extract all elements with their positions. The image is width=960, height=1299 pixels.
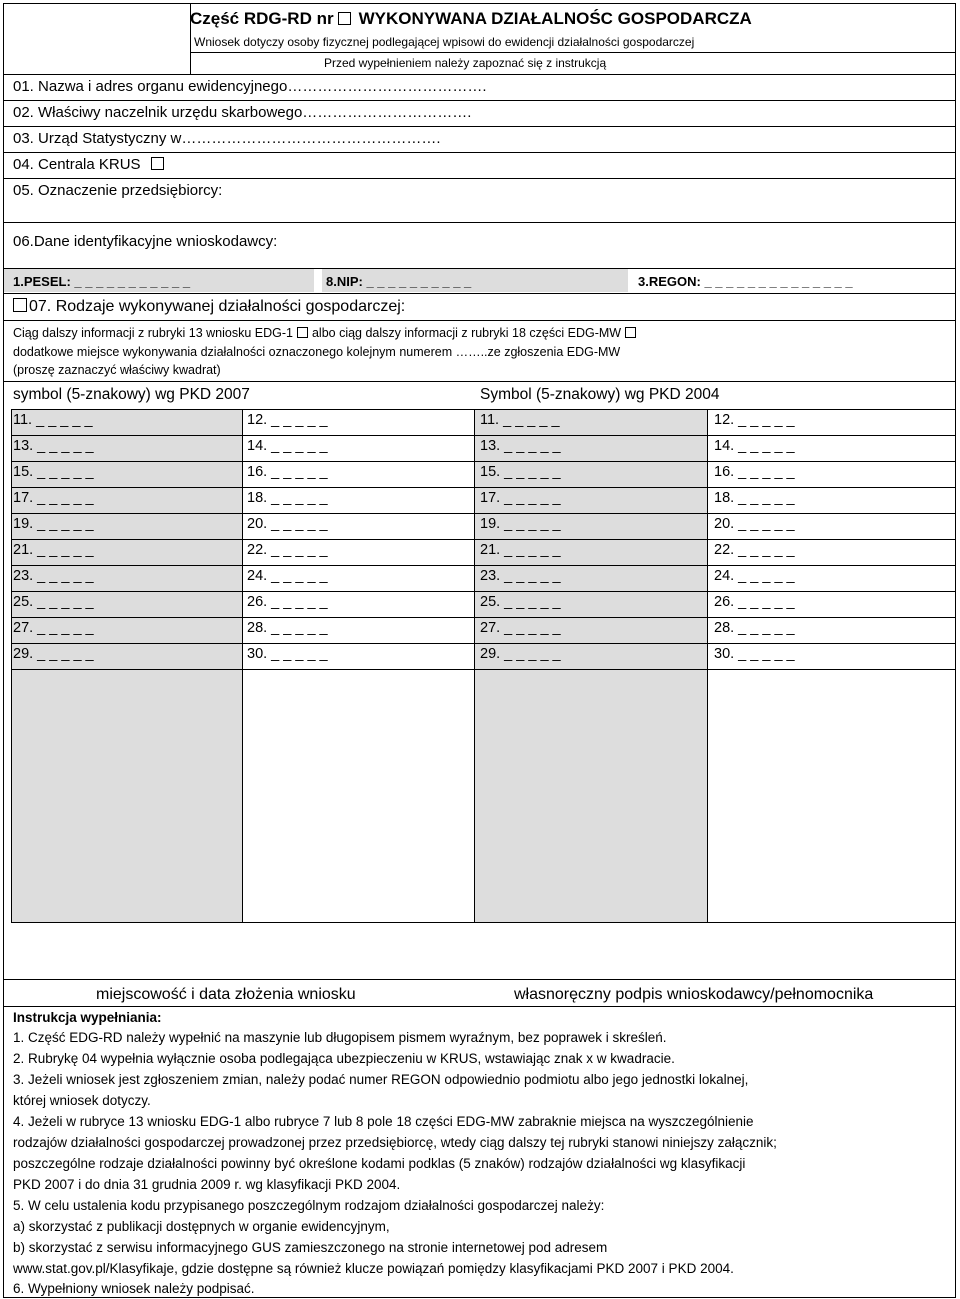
grid-line	[11, 591, 955, 592]
grid-col-2007a	[11, 409, 242, 922]
title-prefix: Część RDG-RD nr	[190, 9, 334, 28]
code-cell[interactable]: 26. _ _ _ _ _	[247, 594, 328, 610]
field-05: 05. Oznaczenie przedsiębiorcy:	[13, 182, 223, 199]
mark-hint: (proszę zaznaczyć właściwy kwadrat)	[13, 363, 221, 377]
grid-line	[11, 643, 955, 644]
code-cell[interactable]: 25. _ _ _ _ _	[480, 594, 561, 610]
code-cell[interactable]: 26. _ _ _ _ _	[714, 594, 795, 610]
title-main: WYKONYWANA DZIAŁALNOŚC GOSPODARCZA	[358, 9, 752, 28]
instruction-line: b) skorzystać z serwisu informacyjnego GUS zamieszczonego na stronie internetowej pod adresem	[13, 1240, 608, 1255]
field-04	[13, 156, 164, 173]
code-cell[interactable]: 11. _ _ _ _ _	[13, 412, 93, 428]
pkd2007-header: symbol (5-znakowy) wg PKD 2007	[13, 386, 250, 403]
form-page	[3, 3, 956, 1298]
divider	[4, 152, 955, 153]
grid-line	[11, 565, 955, 566]
continuation-line	[13, 326, 640, 340]
code-cell[interactable]: 30. _ _ _ _ _	[247, 646, 328, 662]
grid-line	[11, 539, 955, 540]
code-cell[interactable]: 21. _ _ _ _ _	[13, 542, 94, 558]
code-cell[interactable]: 15. _ _ _ _ _	[480, 464, 561, 480]
form-title	[190, 9, 752, 29]
pesel-field[interactable]: 1.PESEL: _ _ _ _ _ _ _ _ _ _ _	[13, 274, 191, 289]
grid-line	[11, 617, 955, 618]
code-cell[interactable]: 14. _ _ _ _ _	[714, 438, 795, 454]
code-cell[interactable]: 11. _ _ _ _ _	[480, 412, 560, 428]
code-cell[interactable]: 15. _ _ _ _ _	[13, 464, 94, 480]
code-cell[interactable]: 20. _ _ _ _ _	[247, 516, 328, 532]
divider	[4, 178, 955, 179]
instruction-line: 1. Część EDG-RD należy wypełnić na maszynie lub długopisem pismem wyraźnym, bez poprawek i skreśleń.	[13, 1030, 667, 1045]
divider	[4, 320, 955, 321]
grid-col-2007b	[242, 409, 474, 922]
grid-line	[11, 669, 955, 670]
section-07-checkbox[interactable]	[13, 298, 27, 312]
regon-field[interactable]: 3.REGON: _ _ _ _ _ _ _ _ _ _ _ _ _ _	[638, 274, 853, 289]
code-cell[interactable]: 25. _ _ _ _ _	[13, 594, 94, 610]
grid-col-2004a	[474, 409, 707, 922]
divider	[4, 222, 955, 223]
divider	[4, 293, 955, 294]
additional-place-line: dodatkowe miejsce wykonywania działalności oznaczonego kolejnym numerem ……..ze zgłoszenia EDG-MW	[13, 345, 621, 359]
form-note: Przed wypełnieniem należy zapoznać się z instrukcją	[324, 56, 607, 70]
code-cell[interactable]: 13. _ _ _ _ _	[480, 438, 561, 454]
signature-label: własnoręczny podpis wnioskodawcy/pełnomocnika	[514, 986, 874, 1003]
code-cell[interactable]: 18. _ _ _ _ _	[247, 490, 328, 506]
grid-line	[11, 435, 955, 436]
code-cell[interactable]: 14. _ _ _ _ _	[247, 438, 328, 454]
field-01[interactable]: 01. Nazwa i adres organu ewidencyjnego………………………………….	[13, 78, 487, 95]
edgmw-checkbox[interactable]	[625, 327, 636, 338]
code-cell[interactable]: 30. _ _ _ _ _	[714, 646, 795, 662]
instruction-line: a) skorzystać z publikacji dostępnych w organie ewidencyjnym,	[13, 1219, 390, 1234]
code-cell[interactable]: 19. _ _ _ _ _	[480, 516, 561, 532]
code-cell[interactable]: 22. _ _ _ _ _	[247, 542, 328, 558]
instruction-line: której wniosek dotyczy.	[13, 1093, 151, 1108]
edg1-checkbox[interactable]	[297, 327, 308, 338]
field-06: 06.Dane identyfikacyjne wnioskodawcy:	[13, 233, 278, 250]
code-cell[interactable]: 27. _ _ _ _ _	[480, 620, 561, 636]
code-cell[interactable]: 29. _ _ _ _ _	[13, 646, 94, 662]
code-cell[interactable]: 18. _ _ _ _ _	[714, 490, 795, 506]
code-cell[interactable]: 23. _ _ _ _ _	[13, 568, 94, 584]
code-cell[interactable]: 27. _ _ _ _ _	[13, 620, 94, 636]
code-cell[interactable]: 16. _ _ _ _ _	[247, 464, 328, 480]
divider	[190, 52, 955, 53]
field-02[interactable]: 02. Właściwy naczelnik urzędu skarbowego…………………………….	[13, 104, 472, 121]
part-number-checkbox[interactable]	[338, 12, 351, 25]
code-cell[interactable]: 23. _ _ _ _ _	[480, 568, 561, 584]
grid-line	[11, 487, 955, 488]
grid-line	[11, 409, 955, 410]
instructions-title: Instrukcja wypełniania:	[13, 1010, 162, 1025]
instruction-line: 6. Wypełniony wniosek należy podpisać.	[13, 1281, 255, 1296]
code-cell[interactable]: 19. _ _ _ _ _	[13, 516, 94, 532]
code-cell[interactable]: 12. _ _ _ _ _	[247, 412, 328, 428]
code-cell[interactable]: 12. _ _ _ _ _	[714, 412, 795, 428]
place-date-label: miejscowość i data złożenia wniosku	[96, 986, 356, 1003]
code-cell[interactable]: 22. _ _ _ _ _	[714, 542, 795, 558]
code-cell[interactable]: 28. _ _ _ _ _	[714, 620, 795, 636]
code-cell[interactable]: 17. _ _ _ _ _	[480, 490, 561, 506]
divider	[4, 979, 955, 980]
instruction-line: 3. Jeżeli wniosek jest zgłoszeniem zmian, należy podać numer REGON odpowiednio podmiotu albo jego jednostki lokalnej,	[13, 1072, 749, 1087]
code-cell[interactable]: 20. _ _ _ _ _	[714, 516, 795, 532]
pkd2004-header: Symbol (5-znakowy) wg PKD 2004	[480, 386, 720, 403]
grid-line	[11, 461, 955, 462]
divider	[4, 74, 955, 75]
divider	[4, 381, 955, 382]
code-cell[interactable]: 17. _ _ _ _ _	[13, 490, 94, 506]
code-cell[interactable]: 24. _ _ _ _ _	[247, 568, 328, 584]
field-04-label: 04. Centrala KRUS	[13, 156, 141, 173]
instruction-line: poszczególne rodzaje działalności powinny być określone kodami podklas (5 znaków) rodzajów działalności wg klasyfikacji	[13, 1156, 746, 1171]
form-subtitle: Wniosek dotyczy osoby fizycznej podlegającej wpisowi do ewidencji działalności gospodarczej	[194, 35, 695, 49]
krus-checkbox[interactable]	[151, 157, 164, 170]
grid-col-2004b	[707, 409, 955, 922]
divider	[4, 1006, 955, 1007]
code-cell[interactable]: 13. _ _ _ _ _	[13, 438, 94, 454]
instruction-line: rodzajów działalności gospodarczej prowadzonej przez przedsiębiorcę, wtedy ciąg dalszy tej rubryki stanowi niniejszy załącznik;	[13, 1135, 777, 1150]
nip-field[interactable]: 8.NIP: _ _ _ _ _ _ _ _ _ _	[326, 274, 472, 289]
divider	[4, 100, 955, 101]
pkd-codes-grid	[11, 409, 955, 922]
instruction-line: 2. Rubrykę 04 wypełnia wyłącznie osoba podlegająca ubezpieczeniu w KRUS, wstawiając znak x w kwadracie.	[13, 1051, 675, 1066]
grid-line	[11, 922, 955, 923]
divider	[4, 126, 955, 127]
section-07	[13, 298, 405, 316]
instruction-line: PKD 2007 i do dnia 31 grudnia 2009 r. wg klasyfikacji PKD 2004.	[13, 1177, 401, 1192]
code-cell[interactable]: 28. _ _ _ _ _	[247, 620, 328, 636]
code-cell[interactable]: 29. _ _ _ _ _	[480, 646, 561, 662]
section-07-title: 07. Rodzaje wykonywanej działalności gospodarczej:	[29, 298, 406, 315]
instruction-line: 5. W celu ustalenia kodu przypisanego poszczególnym rodzajom działalności gospodarczej należy:	[13, 1198, 605, 1213]
instruction-line: www.stat.gov.pl/Klasyfikaje, gdzie dostępne są również klucze powiązań pomiędzy klasyfikacjami PKD 2007 i PKD 2004.	[13, 1261, 734, 1276]
field-03[interactable]: 03. Urząd Statystyczny w…………………………………………….	[13, 130, 441, 147]
divider	[190, 4, 191, 74]
instruction-line: 4. Jeżeli w rubryce 13 wniosku EDG-1 albo rubryce 7 lub 8 pole 18 części EDG-MW zabraknie miejsca na wyszczególnienie	[13, 1114, 754, 1129]
code-cell[interactable]: 24. _ _ _ _ _	[714, 568, 795, 584]
code-cell[interactable]: 16. _ _ _ _ _	[714, 464, 795, 480]
edg1-label: Ciąg dalszy informacji z rubryki 13 wniosku EDG-1	[13, 326, 293, 340]
code-cell[interactable]: 21. _ _ _ _ _	[480, 542, 561, 558]
grid-line	[11, 513, 955, 514]
edgmw-label: albo ciąg dalszy informacji z rubryki 18 części EDG-MW	[311, 326, 622, 340]
